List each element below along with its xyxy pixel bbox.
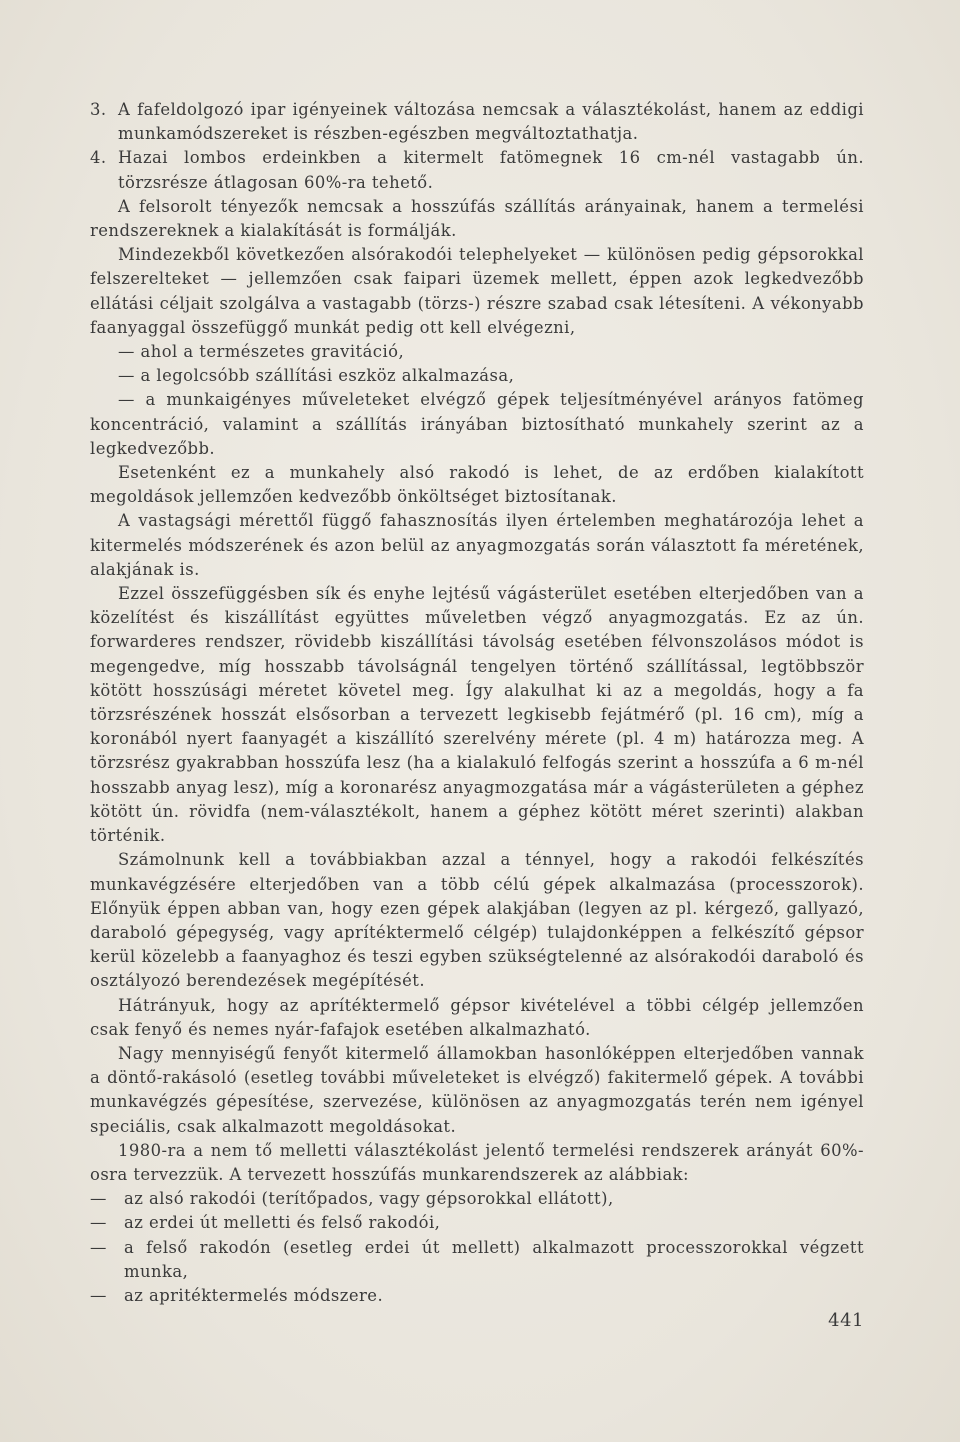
- item-text: A fafeldolgozó ipar igényeinek változása nemcsak a választékolást, hanem az eddigi munkamódszereket is részben-egészben megváltoztathatja.: [118, 100, 864, 144]
- paragraph: Esetenként ez a munkahely alsó rakodó is lehet, de az erdőben kialakított megoldások jellemzően kedvezőbb önköltséget biztosítanak.: [90, 463, 864, 507]
- paragraph: A felsorolt tényezők nemcsak a hosszúfás szállítás arányainak, hanem a termelési rendszereknek a kialakítását is formálják.: [90, 196, 864, 241]
- dash-text: az alsó rakodói (terítőpados, vagy gépsorokkal ellátott),: [124, 1189, 614, 1209]
- dash-list-item: [90, 1284, 864, 1308]
- page-number: 441: [828, 1310, 864, 1331]
- dash-list-item: — a munkaigényes műveleteket elvégző gépek teljesítményével arányos fatömeg koncentráció, valamint a szállítás irányában biztosítható munkahely szerint az a legkedvezőbb.: [90, 390, 864, 458]
- paragraph: Ezzel összefüggésben sík és enyhe lejtésű vágásterület esetében elterjedőben van a közelítést és kiszállítást együttes műveletben végző anyagmozgatás. Ez az ún. forwarderes rendszer, rövidebb kiszállítási távolság esetében félvonszolásos módot is megengedve, míg hosszabb távolságnál tengelyen történő szállítással, legtöbbször kötött hosszúsági méretet követel meg. Így alakulhat ki az a megoldás, hogy a fa törzsrészének hosszát elsősorban a tervezett legkisebb fejátmérő (pl. 16 cm), míg a koronából nyert faanyagét a kiszállító szerelvény mérete (pl. 4 m) határozza meg. A törzsrész gyakrabban hosszúfa lesz (ha a kialakuló felfogás szerint a hosszúfa a 6 m-nél hosszabb anyag lesz), míg a koronarész anyagmozgatása már a vágásterületen a géphez kötött ún. rövidfa (nem-választékolt, hanem a géphez kötött méret szerinti) alakban történik.: [90, 584, 864, 846]
- dash-list-item: — ahol a természetes gravitáció,: [118, 342, 405, 362]
- dash-mark: —: [90, 1213, 107, 1233]
- paragraph: 1980-ra a nem tő melletti választékolást jelentő termelési rendszerek arányát 60%-osra tervezzük. A tervezett hosszúfás munkarendszerek az alábbiak:: [90, 1140, 864, 1184]
- dash-text: az apritéktermelés módszere.: [124, 1285, 384, 1305]
- dash-list-item: [90, 1236, 864, 1284]
- numbered-item-4: [90, 146, 864, 194]
- dash-text: az erdei út melletti és felső rakodói,: [124, 1213, 441, 1233]
- item-number: 3.: [90, 100, 107, 119]
- dash-mark: —: [90, 1237, 107, 1257]
- dash-list-item: — a legolcsóbb szállítási eszköz alkalmazása,: [118, 366, 515, 386]
- paragraph: Hátrányuk, hogy az aprítéktermelő gépsor kivételével a többi célgép jellemzően csak fenyő és nemes nyár-fafajok esetében alkalmazható.: [90, 995, 864, 1039]
- item-text: Hazai lombos erdeinkben a kitermelt fatömegnek 16 cm-nél vastagabb ún. törzsrésze átlagosan 60%-ra tehető.: [118, 148, 864, 192]
- paragraph: Mindezekből következően alsórakodói telephelyeket — különösen pedig gépsorokkal felszerelteket — jellemzően csak faipari üzemek mellett, éppen azok legkedvezőbb ellátási céljait szolgálva a vastagabb (törzs-) részre szabad csak létesíteni. A vékonyabb faanyaggal összefüggő munkát pedig ott kell elvégezni,: [90, 245, 864, 337]
- paragraph: A vastagsági mérettől függő fahasznosítás ilyen értelemben meghatározója lehet a kitermelés módszerének és azon belül az anyagmozgatás során választott fa méretének, alakjának is.: [90, 511, 864, 579]
- dash-list-item: [90, 1211, 864, 1235]
- paragraph: Számolnunk kell a továbbiakban azzal a ténnyel, hogy a rakodói felkészítés munkavégzésére elterjedőben van a több célú gépek alkalmazása (processzorok). Előnyük éppen abban van, hogy ezen gépek alakjában (legyen az pl. kérgező, gallyazó, daraboló gépegység, vagy aprítéktermelő célgép) tulajdonképpen a felkészítő gépsor kerül közelebb a faanyaghoz és teszi egyben szükségtelenné az alsórakodói daraboló és osztályozó berendezések megépítését.: [90, 850, 864, 991]
- body-text: [90, 98, 864, 1308]
- paragraph: Nagy mennyiségű fenyőt kitermelő államokban hasonlóképpen elterjedőben vannak a döntő-rakásoló (esetleg további műveleteket is elvégző) fakitermelő gépek. A további munkavégzés gépesítése, szervezése, különösen az anyagmozgatás terén nem igényel speciális, csak alkalmazott megoldásokat.: [90, 1043, 864, 1136]
- dash-mark: —: [90, 1189, 107, 1209]
- dash-mark: —: [90, 1285, 107, 1305]
- item-number: 4.: [90, 148, 107, 168]
- numbered-item-3: [90, 98, 864, 146]
- dash-list-item: [90, 1187, 864, 1211]
- dash-text: a felső rakodón (esetleg erdei út mellett) alkalmazott processzorokkal végzett munka,: [124, 1237, 864, 1281]
